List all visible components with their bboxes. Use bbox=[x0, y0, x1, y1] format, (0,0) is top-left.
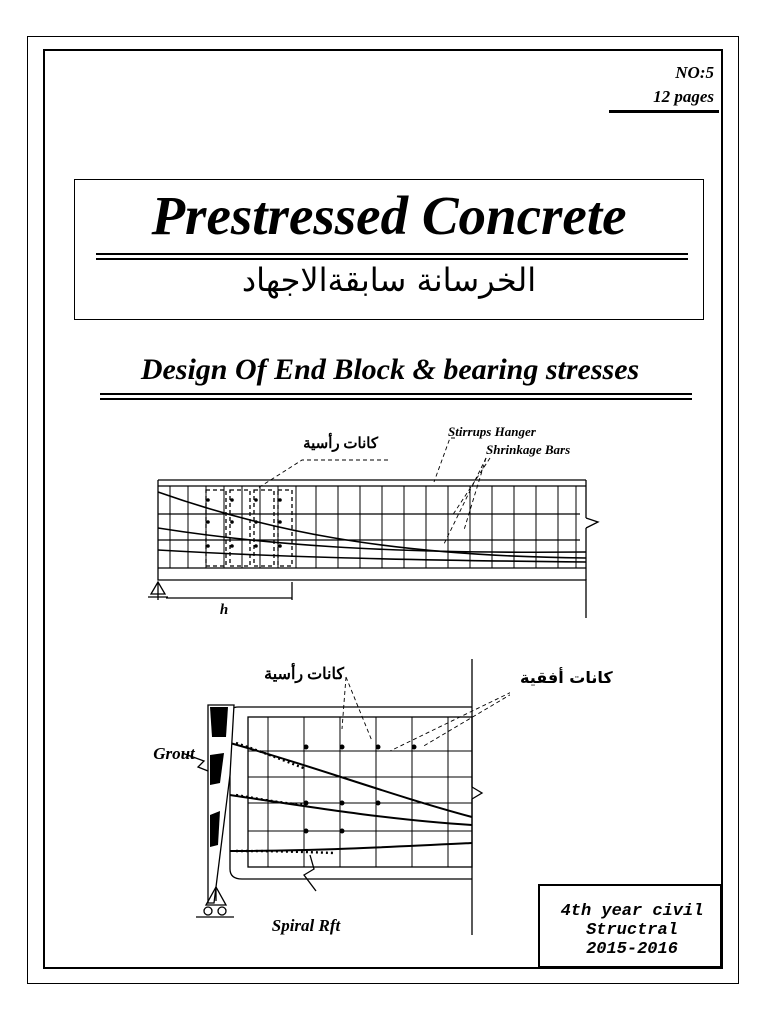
section-break-symbol bbox=[472, 787, 482, 799]
document-number: NO:5 bbox=[675, 63, 714, 82]
cables bbox=[230, 743, 472, 851]
label-vertical-stirrups: كانات رأسية bbox=[303, 436, 378, 452]
end-block-elevation-figure bbox=[140, 418, 610, 628]
roller-left bbox=[204, 907, 212, 915]
subtitle-rule-bottom bbox=[100, 398, 692, 400]
footer-line-3: 2015-2016 bbox=[586, 940, 678, 959]
prestressing-cables bbox=[158, 492, 586, 562]
label-spiral: Spiral Rft bbox=[271, 916, 341, 935]
label-horizontal-stirrups: كانات أفقية bbox=[520, 668, 613, 687]
number-underline bbox=[609, 110, 719, 113]
footer-text bbox=[544, 902, 720, 959]
label-stirrups-hanger: Stirrups Hanger bbox=[448, 424, 536, 439]
arabic-title: الخرسانة سابقةالاجهاد bbox=[241, 261, 537, 299]
leader-lines bbox=[258, 438, 490, 544]
label-vertical-stirrups-2: كانات رأسية bbox=[264, 666, 344, 683]
label-shrinkage-bars: Shrinkage Bars bbox=[486, 442, 571, 457]
footer-line-1: 4th year civil bbox=[560, 902, 704, 921]
subtitle-rule-top bbox=[100, 393, 692, 395]
page-title: Prestressed Concrete bbox=[151, 185, 627, 246]
break-symbol bbox=[586, 518, 598, 528]
document-number-block bbox=[653, 61, 714, 109]
spiral-leader bbox=[304, 855, 316, 891]
detail-dots bbox=[304, 745, 417, 834]
roller-right bbox=[218, 907, 226, 915]
page-count: 12 pages bbox=[653, 87, 714, 106]
label-grout: Grout bbox=[153, 744, 195, 763]
label-h: h bbox=[219, 602, 229, 618]
concrete-outline bbox=[230, 707, 472, 879]
subtitle: Design Of End Block & bearing stresses bbox=[140, 353, 640, 386]
end-block-detail-figure bbox=[110, 655, 510, 945]
detail-leaders bbox=[342, 677, 510, 751]
footer-line-2: Structral bbox=[586, 921, 678, 940]
